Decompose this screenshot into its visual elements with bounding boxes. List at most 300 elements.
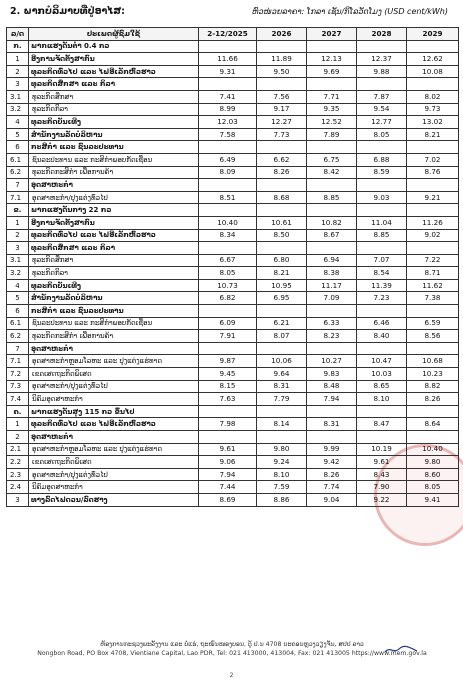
tariff-value [199, 204, 257, 217]
tariff-value [257, 40, 307, 53]
tariff-value: 6.95 [257, 292, 307, 305]
table-row [7, 78, 459, 91]
tariff-value: 10.08 [407, 65, 459, 78]
tariff-value: 8.42 [307, 166, 357, 179]
tariff-value: 9.61 [357, 456, 407, 469]
row-category: ທຸລະກິດສຶກສາ ແລະ ກິລາ [29, 242, 199, 255]
tariff-value: 7.59 [257, 481, 307, 494]
tariff-value: 10.40 [199, 216, 257, 229]
tariff-value: 9.99 [307, 443, 357, 456]
tariff-value: 6.82 [199, 292, 257, 305]
header-2027: 2027 [307, 28, 357, 41]
tariff-value: 12.52 [307, 116, 357, 129]
tariff-value [407, 405, 459, 418]
header-category: ປະເພດຜູ້ຊົມໃຊ້ [29, 28, 199, 41]
tariff-value: 7.90 [357, 481, 407, 494]
table-row [7, 103, 459, 116]
tariff-value: 8.60 [407, 468, 459, 481]
tariff-value: 8.23 [307, 330, 357, 343]
tariff-value: 8.54 [357, 267, 407, 280]
row-category: ທຸລະກິດທົ່ວໄປ ແລະ ໄຟອີເລັກຫົວຮາວ [29, 229, 199, 242]
tariff-value: 9.02 [407, 229, 459, 242]
tariff-value: 9.31 [199, 65, 257, 78]
tariff-value: 6.67 [199, 254, 257, 267]
row-category: ເຂດເສດຖະກິດພິເສດ [29, 368, 199, 381]
tariff-value: 12.62 [407, 53, 459, 66]
tariff-value [307, 179, 357, 192]
tariff-value: 13.02 [407, 116, 459, 129]
tariff-value: 10.40 [407, 443, 459, 456]
row-category: ພາກແຮງດັນສູງ 115 ກວ ຂຶ້ນໄປ [29, 405, 199, 418]
table-row [7, 191, 459, 204]
tariff-value [407, 204, 459, 217]
tariff-value [257, 405, 307, 418]
tariff-value: 6.49 [199, 153, 257, 166]
tariff-value [307, 204, 357, 217]
row-number: 1 [7, 216, 29, 229]
table-row [7, 330, 459, 343]
row-category: ຊົນລະປະທານ ແລະ ກະສິກຳພອບກັດເຊື່ອນ [29, 153, 199, 166]
tariff-value [199, 242, 257, 255]
tariff-value: 8.26 [307, 468, 357, 481]
tariff-value: 8.82 [407, 380, 459, 393]
tariff-value: 8.07 [257, 330, 307, 343]
row-number: 2 [7, 431, 29, 444]
tariff-value: 8.47 [357, 418, 407, 431]
tariff-value [199, 179, 257, 192]
tariff-value: 8.86 [257, 493, 307, 506]
tariff-value: 9.21 [407, 191, 459, 204]
row-category: ອຸດສາຫະກຳ [29, 342, 199, 355]
tariff-value [199, 431, 257, 444]
tariff-value: 8.05 [357, 128, 407, 141]
tariff-value: 9.83 [307, 368, 357, 381]
tariff-value [257, 242, 307, 255]
tariff-value: 8.09 [199, 166, 257, 179]
footer [6, 640, 458, 658]
tariff-value: 8.26 [407, 393, 459, 406]
footer-address-lao: ຫ້ອງການກະຊວງພະລັງງານ ແລະ ບໍ່ແຮ່, ຖະໜົນໜອງບອນ, ຕູ້ ປ.ນ 4708 ນະຄອນຫຼວງວຽງຈັນ, ສປປ ລາວ [100, 641, 364, 648]
tariff-value: 8.05 [199, 267, 257, 280]
table-row [7, 267, 459, 280]
tariff-value: 12.77 [357, 116, 407, 129]
tariff-value: 8.31 [257, 380, 307, 393]
tariff-value: 8.10 [257, 468, 307, 481]
tariff-value: 8.02 [407, 90, 459, 103]
tariff-value: 9.64 [257, 368, 307, 381]
table-row [7, 65, 459, 78]
row-number: 6 [7, 305, 29, 318]
row-number: 2.3 [7, 468, 29, 481]
tariff-value: 7.74 [307, 481, 357, 494]
table-row [7, 292, 459, 305]
header-2028: 2028 [357, 28, 407, 41]
tariff-value: 7.73 [257, 128, 307, 141]
table-row [7, 166, 459, 179]
row-number: ຄ. [7, 405, 29, 418]
row-number: 2 [7, 65, 29, 78]
table-row [7, 229, 459, 242]
tariff-value: 9.61 [199, 443, 257, 456]
tariff-value: 11.26 [407, 216, 459, 229]
row-number: 6.1 [7, 153, 29, 166]
table-row [7, 242, 459, 255]
table-row [7, 393, 459, 406]
tariff-value: 8.10 [357, 393, 407, 406]
tariff-value [407, 179, 459, 192]
tariff-value: 7.87 [357, 90, 407, 103]
tariff-value: 8.34 [199, 229, 257, 242]
row-number: 2.2 [7, 456, 29, 469]
tariff-value: 9.50 [257, 65, 307, 78]
tariff-value: 11.66 [199, 53, 257, 66]
signature-mark-icon [384, 645, 418, 655]
row-number: 3 [7, 78, 29, 91]
table-row [7, 204, 459, 217]
tariff-value: 8.76 [407, 166, 459, 179]
row-category: ທຸລະກິດສຶກສາ [29, 254, 199, 267]
table-row [7, 380, 459, 393]
row-category: ທຸລະກິດທົ່ວໄປ ແລະ ໄຟອີເລັກຫົວຮາວ [29, 418, 199, 431]
tariff-value: 7.38 [407, 292, 459, 305]
tariff-value [199, 40, 257, 53]
row-number: 2 [7, 229, 29, 242]
tariff-value: 9.22 [357, 493, 407, 506]
tariff-value [357, 305, 407, 318]
row-number: 7.3 [7, 380, 29, 393]
tariff-value: 10.27 [307, 355, 357, 368]
row-category: ທາງລົດໄຟດວນ/ລົດຮາງ [29, 493, 199, 506]
tariff-value: 10.82 [307, 216, 357, 229]
row-category: ນິຄົມອຸດສາຫະກຳ [29, 481, 199, 494]
page-number: 2 [229, 672, 234, 679]
tariff-value: 11.89 [257, 53, 307, 66]
row-category: ອຸດສາຫະກຳ [29, 179, 199, 192]
tariff-value: 7.23 [357, 292, 407, 305]
tariff-value [307, 78, 357, 91]
tariff-value: 10.68 [407, 355, 459, 368]
table-row [7, 418, 459, 431]
tariff-value: 7.58 [199, 128, 257, 141]
tariff-value [357, 40, 407, 53]
tariff-value: 7.41 [199, 90, 257, 103]
table-row [7, 355, 459, 368]
tariff-value: 7.09 [307, 292, 357, 305]
row-number: ຂ. [7, 204, 29, 217]
tariff-value: 8.59 [357, 166, 407, 179]
tariff-value [257, 78, 307, 91]
tariff-value [357, 141, 407, 154]
row-category: ອຸດສາຫະກຳ/ປຸງແຕ່ງທົ່ວໄປ [29, 380, 199, 393]
table-row [7, 342, 459, 355]
table-row [7, 493, 459, 506]
header-2025: 2-12/2025 [199, 28, 257, 41]
tariff-value: 8.69 [199, 493, 257, 506]
tariff-value: 9.24 [257, 456, 307, 469]
row-number: 2.1 [7, 443, 29, 456]
header-2026: 2026 [257, 28, 307, 41]
tariff-value: 8.31 [307, 418, 357, 431]
tariff-value [199, 141, 257, 154]
row-category: ພາກແຮງດັນກາງ 22 ກວ [29, 204, 199, 217]
tariff-value [257, 179, 307, 192]
row-number: ກ. [7, 40, 29, 53]
tariff-value: 7.79 [257, 393, 307, 406]
row-number: 3.1 [7, 90, 29, 103]
tariff-value: 8.21 [407, 128, 459, 141]
tariff-value: 8.68 [257, 191, 307, 204]
row-number: 6 [7, 141, 29, 154]
row-category: ທຸລະກິດກິລາ [29, 267, 199, 280]
tariff-value: 8.26 [257, 166, 307, 179]
row-number: 5 [7, 292, 29, 305]
row-category: ສຳນັກງານລັດບໍລິຫານ [29, 292, 199, 305]
tariff-value: 9.88 [357, 65, 407, 78]
row-number: 2.4 [7, 481, 29, 494]
tariff-value: 6.33 [307, 317, 357, 330]
tariff-value: 9.17 [257, 103, 307, 116]
tariff-value: 9.69 [307, 65, 357, 78]
tariff-value: 8.40 [357, 330, 407, 343]
tariff-value [307, 305, 357, 318]
row-category: ອຸດສາຫະກຳ/ປຸງແຕ່ງທົ່ວໄປ [29, 191, 199, 204]
row-category: ອີງການຈັດຕັ້ງສາກົນ [29, 216, 199, 229]
table-row [7, 317, 459, 330]
row-category: ກະສິກຳ ແລະ ຊົນລະປະທານ [29, 141, 199, 154]
tariff-value: 10.73 [199, 279, 257, 292]
tariff-value: 6.46 [357, 317, 407, 330]
tariff-value [257, 431, 307, 444]
tariff-value [307, 242, 357, 255]
tariff-value: 9.45 [199, 368, 257, 381]
tariff-value [357, 78, 407, 91]
row-category: ທຸລະກິດກະສິກຳ ເພື່ອການຄ້າ [29, 330, 199, 343]
tariff-value: 9.41 [407, 493, 459, 506]
row-category: ອຸດສາຫະກຳ [29, 431, 199, 444]
table-row [7, 40, 459, 53]
tariff-value [199, 405, 257, 418]
table-row [7, 456, 459, 469]
row-number: 1 [7, 418, 29, 431]
row-number: 6.2 [7, 330, 29, 343]
tariff-value: 8.50 [257, 229, 307, 242]
table-body [7, 40, 459, 506]
tariff-value: 8.15 [199, 380, 257, 393]
tariff-value: 10.47 [357, 355, 407, 368]
tariff-value: 7.91 [199, 330, 257, 343]
row-number: 3.2 [7, 267, 29, 280]
tariff-value: 9.04 [307, 493, 357, 506]
row-number: 7 [7, 342, 29, 355]
tariff-value: 8.38 [307, 267, 357, 280]
tariff-value: 8.85 [307, 191, 357, 204]
table-row [7, 254, 459, 267]
tariff-value: 8.85 [357, 229, 407, 242]
tariff-value: 7.56 [257, 90, 307, 103]
tariff-value: 9.80 [257, 443, 307, 456]
tariff-value: 6.88 [357, 153, 407, 166]
footer-address-en: Nongbon Road, PO Box 4708, Vientiane Capital, Lao PDR, Tel: 021 413000, 413004, Fax: 021 413005 https://www.mem.gov.la [37, 650, 427, 657]
tariff-value: 12.27 [257, 116, 307, 129]
row-number: 7.1 [7, 191, 29, 204]
row-category: ກະສິກຳ ແລະ ຊົນລະປະທານ [29, 305, 199, 318]
tariff-value: 9.06 [199, 456, 257, 469]
tariff-value: 8.43 [357, 468, 407, 481]
row-category: ທຸລະກິດສຶກສາ [29, 90, 199, 103]
table-row [7, 216, 459, 229]
table-row [7, 128, 459, 141]
row-category: ອຸດສາຫະກຳ/ປຸງແຕ່ງທົ່ວໄປ [29, 468, 199, 481]
table-row [7, 405, 459, 418]
tariff-value: 10.19 [357, 443, 407, 456]
tariff-value: 11.39 [357, 279, 407, 292]
tariff-value: 11.62 [407, 279, 459, 292]
table-header-row [7, 28, 459, 41]
table-row [7, 368, 459, 381]
row-number: 4 [7, 116, 29, 129]
table-row [7, 53, 459, 66]
tariff-value: 9.35 [307, 103, 357, 116]
tariff-value: 8.14 [257, 418, 307, 431]
tariff-value: 6.80 [257, 254, 307, 267]
unit-label: ຫົວໜ່ວຍລາຄາ: ໂກລາ ເຊັນ/ກິໂລວັດໂມງ (USD cent/kWh) [251, 7, 448, 16]
tariff-value: 7.02 [407, 153, 459, 166]
tariff-value: 10.61 [257, 216, 307, 229]
tariff-value: 9.03 [357, 191, 407, 204]
row-category: ທຸລະກິດບັນເທີງ [29, 279, 199, 292]
tariff-value [307, 40, 357, 53]
tariff-value: 9.42 [307, 456, 357, 469]
table-row [7, 153, 459, 166]
tariff-value: 8.56 [407, 330, 459, 343]
tariff-value [307, 405, 357, 418]
tariff-value [307, 342, 357, 355]
tariff-value [257, 204, 307, 217]
row-category: ອຸດສາຫະກຳຫຼອມໂລຫະ ແລະ ປຸງແຕ່ງແຮ່ທາດ [29, 355, 199, 368]
tariff-value: 10.95 [257, 279, 307, 292]
tariff-value: 8.71 [407, 267, 459, 280]
tariff-value: 6.59 [407, 317, 459, 330]
tariff-value: 8.05 [407, 481, 459, 494]
header-no: ລ/ດ [7, 28, 29, 41]
tariff-value [357, 405, 407, 418]
tariff-value: 8.64 [407, 418, 459, 431]
table-row [7, 305, 459, 318]
tariff-value: 6.62 [257, 153, 307, 166]
row-number: 3.1 [7, 254, 29, 267]
tariff-value [357, 431, 407, 444]
tariff-value: 8.65 [357, 380, 407, 393]
table-row [7, 90, 459, 103]
tariff-value: 9.73 [407, 103, 459, 116]
tariff-value: 9.80 [407, 456, 459, 469]
row-number: 4 [7, 279, 29, 292]
tariff-table [6, 27, 459, 507]
row-category: ອີງການຈັດຕັ້ງສາກົນ [29, 53, 199, 66]
tariff-value: 8.51 [199, 191, 257, 204]
row-number: 7 [7, 179, 29, 192]
table-row [7, 431, 459, 444]
tariff-value [357, 179, 407, 192]
row-category: ທຸລະກິດທົ່ວໄປ ແລະ ໄຟອີເລັກຫົວຮາວ [29, 65, 199, 78]
section-title: 2. ພາກບໍລິມາບທີ່ປູ່ອາໄສ: [10, 6, 125, 17]
row-number: 6.2 [7, 166, 29, 179]
tariff-value [357, 204, 407, 217]
tariff-value [307, 141, 357, 154]
header-2029: 2029 [407, 28, 459, 41]
row-number: 6.1 [7, 317, 29, 330]
tariff-value: 8.48 [307, 380, 357, 393]
tariff-value [407, 40, 459, 53]
tariff-value: 7.07 [357, 254, 407, 267]
tariff-value [407, 342, 459, 355]
row-number: 5 [7, 128, 29, 141]
row-category: ທຸລະກິດກະສິກຳ ເພື່ອການຄ້າ [29, 166, 199, 179]
tariff-value [257, 342, 307, 355]
row-category: ທຸລະກິດສຶກສາ ແລະ ກິລາ [29, 78, 199, 91]
tariff-value [199, 78, 257, 91]
tariff-value: 7.63 [199, 393, 257, 406]
tariff-value [357, 342, 407, 355]
tariff-value [199, 305, 257, 318]
table-row [7, 481, 459, 494]
tariff-value: 7.94 [199, 468, 257, 481]
row-category: ຊົນລະປະທານ ແລະ ກະສິກຳພອບກັດເຊື່ອນ [29, 317, 199, 330]
table-row [7, 116, 459, 129]
tariff-value: 8.21 [257, 267, 307, 280]
tariff-value: 7.94 [307, 393, 357, 406]
row-number: 3 [7, 242, 29, 255]
tariff-value [407, 305, 459, 318]
row-number: 7.2 [7, 368, 29, 381]
tariff-value [199, 342, 257, 355]
row-number: 3 [7, 493, 29, 506]
tariff-value [407, 78, 459, 91]
row-number: 7.1 [7, 355, 29, 368]
tariff-value: 9.87 [199, 355, 257, 368]
tariff-value: 12.03 [199, 116, 257, 129]
tariff-value [257, 305, 307, 318]
table-row [7, 443, 459, 456]
tariff-value [407, 242, 459, 255]
tariff-value [407, 431, 459, 444]
tariff-value: 7.22 [407, 254, 459, 267]
tariff-value: 10.06 [257, 355, 307, 368]
table-row [7, 141, 459, 154]
tariff-value: 10.23 [407, 368, 459, 381]
row-number: 7.4 [7, 393, 29, 406]
tariff-value: 11.17 [307, 279, 357, 292]
tariff-value: 8.67 [307, 229, 357, 242]
table-row [7, 468, 459, 481]
tariff-value: 7.44 [199, 481, 257, 494]
row-category: ອຸດສາຫະກຳຫຼອມໂລຫະ ແລະ ປຸງແຕ່ງແຮ່ທາດ [29, 443, 199, 456]
row-number: 1 [7, 53, 29, 66]
tariff-value: 12.37 [357, 53, 407, 66]
tariff-value: 9.54 [357, 103, 407, 116]
tariff-value: 7.98 [199, 418, 257, 431]
tariff-value: 7.89 [307, 128, 357, 141]
tariff-value: 6.21 [257, 317, 307, 330]
row-category: ນິຄົມອຸດສາຫະກຳ [29, 393, 199, 406]
table-row [7, 179, 459, 192]
tariff-value: 7.71 [307, 90, 357, 103]
tariff-value: 11.04 [357, 216, 407, 229]
tariff-value: 6.09 [199, 317, 257, 330]
document-header [6, 5, 458, 23]
tariff-value: 12.13 [307, 53, 357, 66]
tariff-value [307, 431, 357, 444]
